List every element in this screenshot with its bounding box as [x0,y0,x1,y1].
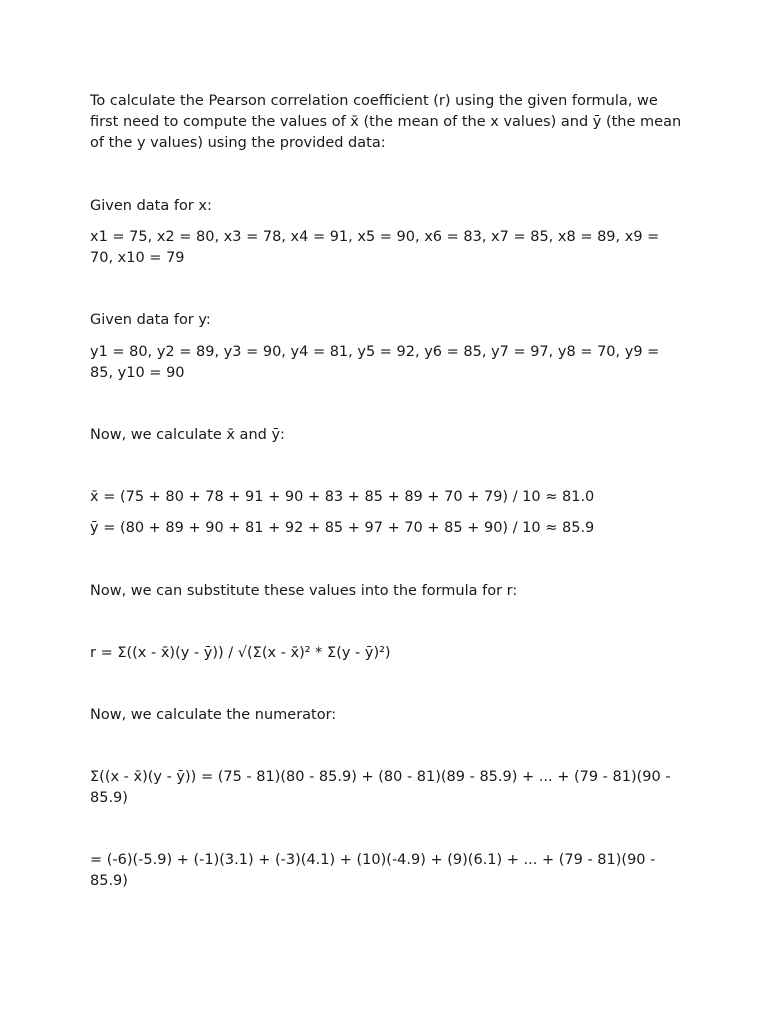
y-data-values: y1 = 80, y2 = 89, y3 = 90, y4 = 81, y5 = 92, y6 = 85, y7 = 97, y8 = 70, y9 = 85, y10 = 90 [90,344,660,381]
x-data-heading: Given data for x: [90,198,212,214]
calculate-means-text: Now, we calculate x̄ and ȳ: [90,427,285,443]
x-mean-equation: x̄ = (75 + 80 + 78 + 91 + 90 + 83 + 85 + 89 + 70 + 79) / 10 ≈ 81.0 [90,489,595,505]
numerator-expansion: Σ((x - x̄)(y - ȳ)) = (75 - 81)(80 - 85.9) + (80 - 81)(89 - 85.9) + ... + (79 - 81)(90 - 85.9) [90,769,671,806]
numerator-heading: Now, we calculate the numerator: [90,707,337,723]
numerator-values: = (-6)(-5.9) + (-1)(3.1) + (-3)(4.1) + (10)(-4.9) + (9)(6.1) + ... + (79 - 81)(90 - 85.9) [90,852,656,889]
y-data-heading: Given data for y: [90,312,211,328]
y-mean-equation: ȳ = (80 + 89 + 90 + 81 + 92 + 85 + 97 + 70 + 85 + 90) / 10 ≈ 85.9 [90,520,595,536]
intro-paragraph: To calculate the Pearson correlation coefficient (r) using the given formula, we first need to compute the values of x̄ (the mean of the x values) and ȳ (the mean of the y values) using the provided data: [90,93,682,151]
x-data-values: x1 = 75, x2 = 80, x3 = 78, x4 = 91, x5 = 90, x6 = 83, x7 = 85, x8 = 89, x9 = 70, x10 = 79 [90,229,660,266]
pearson-formula: r = Σ((x - x̄)(y - ȳ)) / √(Σ(x - x̄)² * Σ(y - ȳ)²) [90,645,391,661]
substitute-text: Now, we can substitute these values into the formula for r: [90,583,518,599]
